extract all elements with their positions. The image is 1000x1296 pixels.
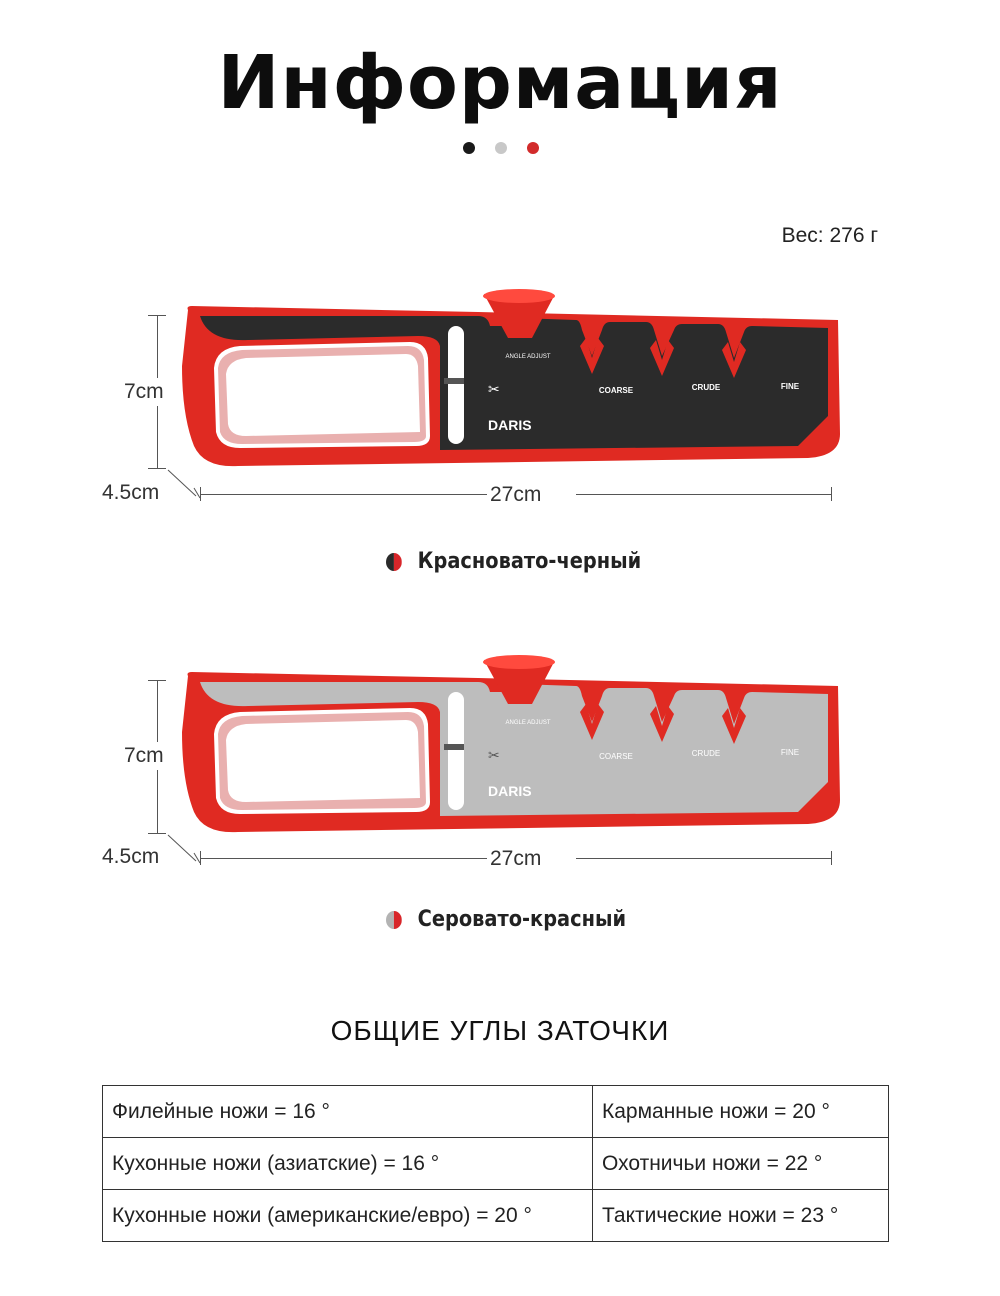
color-dot-gray xyxy=(495,142,507,154)
table-cell: Охотничьи ножи = 22 ° xyxy=(593,1138,889,1190)
weight-label: Вес: 276 г xyxy=(781,224,878,247)
slot-label-crude: CRUDE xyxy=(691,383,721,392)
scissors-icon: ✂ xyxy=(488,747,500,763)
color-dot-black xyxy=(463,142,475,154)
slot-label-fine: FINE xyxy=(780,382,800,391)
table-row xyxy=(103,1086,889,1138)
table-row xyxy=(103,1190,889,1242)
color-dot-red xyxy=(527,142,539,154)
color-option-label: Красновато-черный xyxy=(417,549,642,574)
table-cell: Кухонные ножи (азиатские) = 16 ° xyxy=(103,1138,593,1190)
color-swatch-icon xyxy=(386,553,402,571)
height-tick-top xyxy=(148,315,166,316)
color-dots xyxy=(463,142,539,154)
color-option-label: Серовато-красный xyxy=(417,907,627,932)
length-tick-right xyxy=(831,851,832,865)
color-swatch-icon xyxy=(386,911,402,929)
length-label: 27cm xyxy=(490,483,542,506)
table-cell: Филейные ножи = 16 ° xyxy=(103,1086,593,1138)
height-label: 7cm xyxy=(124,378,164,406)
brand-logo: DARIS xyxy=(488,783,532,799)
table-row xyxy=(103,1138,889,1190)
sharpener-image-1 xyxy=(178,286,848,476)
height-tick-bottom xyxy=(148,468,166,469)
slot-label-coarse: COARSE xyxy=(598,386,634,395)
length-line-right xyxy=(576,494,831,495)
page-title: Информация xyxy=(217,40,783,126)
height-tick-bottom xyxy=(148,833,166,834)
sharpening-angles-table xyxy=(102,1085,889,1242)
slot-label-crude: CRUDE xyxy=(691,749,721,758)
length-label: 27cm xyxy=(490,847,542,870)
height-label: 7cm xyxy=(124,742,164,770)
depth-label: 4.5cm xyxy=(102,845,160,868)
length-tick-left xyxy=(200,851,201,865)
table-cell: Карманные ножи = 20 ° xyxy=(593,1086,889,1138)
length-line-right xyxy=(576,858,831,859)
color-option-1 xyxy=(386,549,641,574)
length-tick-right xyxy=(831,487,832,501)
scissors-icon: ✂ xyxy=(488,381,500,397)
color-option-2 xyxy=(386,907,626,932)
length-tick-left xyxy=(200,487,201,501)
slot-label-coarse: COARSE xyxy=(599,752,633,761)
sharpener-image-2 xyxy=(178,652,848,842)
angle-adjust-label: ANGLE ADJUST xyxy=(505,720,551,726)
length-line-left xyxy=(200,858,487,859)
sharpening-angles-title: ОБЩИЕ УГЛЫ ЗАТОЧКИ xyxy=(330,1015,670,1046)
depth-label: 4.5cm xyxy=(102,481,160,504)
table-cell: Кухонные ножи (американские/евро) = 20 ° xyxy=(103,1190,593,1242)
slot-label-fine: FINE xyxy=(780,748,800,757)
brand-logo: DARIS xyxy=(488,417,532,433)
height-tick-top xyxy=(148,680,166,681)
angle-adjust-label: ANGLE ADJUST xyxy=(505,354,551,360)
table-cell: Тактические ножи = 23 ° xyxy=(593,1190,889,1242)
length-line-left xyxy=(200,494,487,495)
